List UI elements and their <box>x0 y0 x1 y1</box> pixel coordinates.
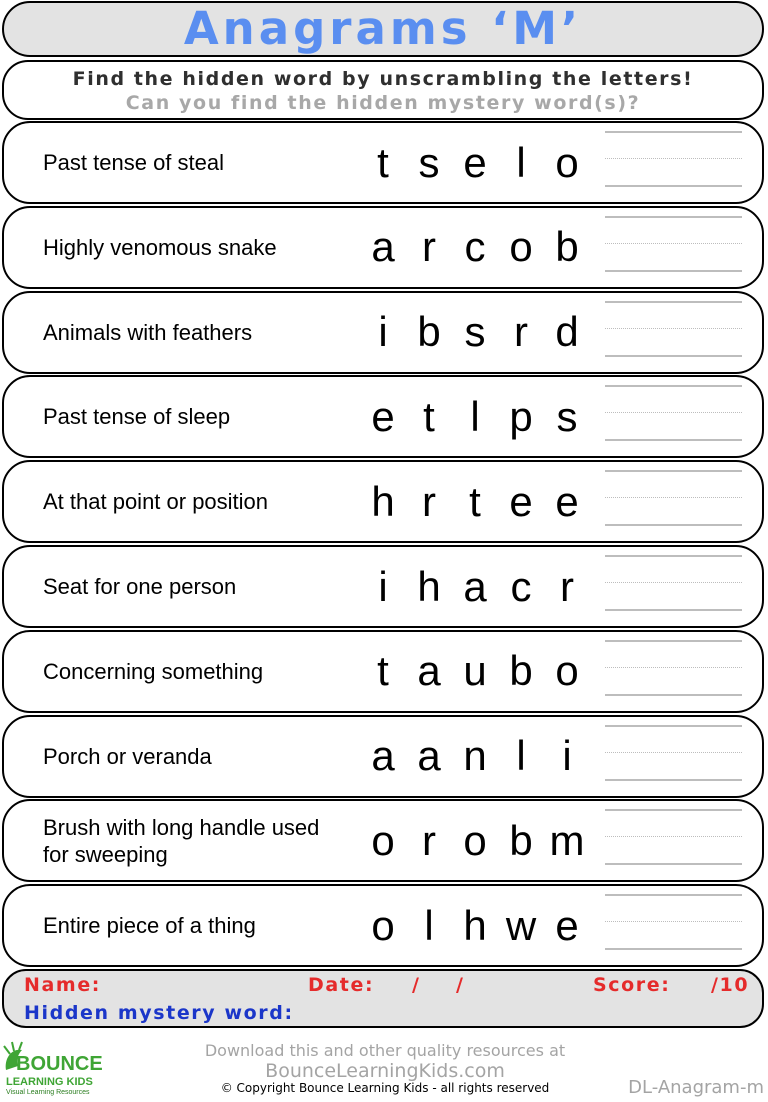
logo-tagline: Visual Learning Resources <box>6 1089 90 1096</box>
scrambled-letter: b <box>555 223 579 271</box>
scrambled-letter: t <box>423 392 435 440</box>
scrambled-letters <box>360 293 590 372</box>
clue-text: Animals with feathers <box>43 319 253 345</box>
answer-line <box>605 640 742 642</box>
scrambled-letter: a <box>371 732 395 780</box>
scrambled-letters <box>360 208 590 287</box>
scrambled-letter: e <box>509 477 533 525</box>
title-banner <box>2 1 764 57</box>
scrambled-letter: a <box>371 223 395 271</box>
scrambled-letter: e <box>555 901 579 949</box>
clue-text: Past tense of sleep <box>43 404 231 430</box>
anagram-row <box>2 121 764 204</box>
scrambled-letter: r <box>422 223 436 271</box>
bounce-learning-kids-logo <box>0 1040 104 1100</box>
scrambled-letter: a <box>417 732 441 780</box>
answer-writing-lines[interactable] <box>605 301 742 366</box>
anagram-row <box>2 630 764 713</box>
answer-line <box>605 131 742 133</box>
clue-text: Seat for one person <box>43 574 237 599</box>
scrambled-letter: o <box>555 138 579 186</box>
scrambled-letter: m <box>549 816 585 864</box>
answer-line <box>605 185 742 187</box>
scrambled-letter: t <box>377 647 389 695</box>
clue-text: Brush with long handle used for sweeping <box>43 814 320 867</box>
scrambled-letter: o <box>509 223 533 271</box>
answer-writing-lines[interactable] <box>605 894 742 959</box>
anagram-row <box>2 715 764 798</box>
anagram-row <box>2 799 764 882</box>
answer-writing-lines[interactable] <box>605 640 742 705</box>
scrambled-letter: s <box>418 138 440 186</box>
instruction-mystery: Can you find the hidden mystery word(s)? <box>125 92 641 114</box>
answer-line <box>605 439 742 441</box>
scrambled-letter: o <box>463 816 487 864</box>
scrambled-letters <box>360 462 590 541</box>
scrambled-letters <box>360 377 590 456</box>
answer-line <box>605 524 742 526</box>
answer-line <box>605 779 742 781</box>
copyright-notice: © Copyright Bounce Learning Kids - all rights reserved <box>220 1081 550 1095</box>
scrambled-letter: e <box>463 138 487 186</box>
answer-writing-lines[interactable] <box>605 385 742 450</box>
clue-text: Entire piece of a thing <box>43 913 256 939</box>
scrambled-letter: r <box>422 477 436 525</box>
instructions-banner <box>2 60 764 120</box>
scrambled-letter: w <box>505 901 537 949</box>
scrambled-letter: l <box>470 392 480 440</box>
scrambled-letter: s <box>464 308 486 356</box>
anagram-row <box>2 545 764 628</box>
scrambled-letter: h <box>463 901 487 949</box>
scrambled-letter: d <box>555 308 579 356</box>
date-slash-1: / <box>412 974 421 996</box>
scrambled-letters <box>360 632 590 711</box>
scrambled-letter: h <box>371 477 395 525</box>
mystery-word-label: Hidden mystery word: <box>24 1002 294 1024</box>
instruction-main: Find the hidden word by unscrambling the letters! <box>72 68 694 90</box>
worksheet-title: Anagrams ‘M’ <box>183 2 583 55</box>
answer-line <box>605 894 742 896</box>
scrambled-letter: b <box>509 647 533 695</box>
scrambled-letter: o <box>371 901 395 949</box>
scrambled-letter: e <box>371 392 395 440</box>
answer-line <box>605 216 742 218</box>
anagram-row <box>2 884 764 967</box>
anagram-row <box>2 460 764 543</box>
answer-line <box>605 270 742 272</box>
scrambled-letters <box>360 886 590 965</box>
download-note: Download this and other quality resources at <box>204 1041 566 1060</box>
scrambled-letter: a <box>463 562 487 610</box>
answer-line <box>605 555 742 557</box>
answer-line <box>605 667 742 668</box>
scrambled-letter: r <box>514 308 528 356</box>
answer-line <box>605 328 742 329</box>
answer-line <box>605 412 742 413</box>
clue-text: Past tense of steal <box>43 150 224 175</box>
scrambled-letter: l <box>424 901 434 949</box>
scrambled-letters <box>360 717 590 796</box>
answer-line <box>605 752 742 753</box>
scrambled-letter: r <box>560 562 574 610</box>
date-label: Date: <box>308 974 375 996</box>
scrambled-letter: i <box>378 562 388 610</box>
scrambled-letter: u <box>463 647 487 695</box>
scrambled-letter: a <box>417 647 441 695</box>
scrambled-letter: p <box>509 392 533 440</box>
date-slash-2: / <box>456 974 465 996</box>
scrambled-letter: o <box>371 816 395 864</box>
scrambled-letters <box>360 801 590 880</box>
anagram-row <box>2 206 764 289</box>
answer-writing-lines[interactable] <box>605 725 742 790</box>
scrambled-letter: b <box>509 816 533 864</box>
scrambled-letters <box>360 123 590 202</box>
scrambled-letter: i <box>562 732 572 780</box>
scrambled-letter: s <box>556 392 578 440</box>
answer-line <box>605 385 742 387</box>
answer-line <box>605 836 742 837</box>
answer-line <box>605 921 742 922</box>
answer-line <box>605 470 742 472</box>
answer-line <box>605 301 742 303</box>
scrambled-letter: c <box>510 562 532 610</box>
scrambled-letter: h <box>417 562 441 610</box>
name-label: Name: <box>24 974 102 996</box>
answer-line <box>605 355 742 357</box>
clue-text: Concerning something <box>43 658 264 684</box>
answer-line <box>605 863 742 865</box>
scrambled-letter: n <box>463 732 487 780</box>
clue-text: Porch or veranda <box>43 743 212 769</box>
answer-writing-lines[interactable] <box>605 555 742 620</box>
answer-line <box>605 809 742 811</box>
logo-word-bounce: BOUNCE <box>16 1053 103 1075</box>
scrambled-letter: b <box>417 308 441 356</box>
anagram-row <box>2 291 764 374</box>
student-info-panel <box>2 969 764 1028</box>
anagram-row <box>2 375 764 458</box>
scrambled-letter: c <box>464 223 486 271</box>
answer-line <box>605 609 742 611</box>
answer-line <box>605 948 742 950</box>
website-link[interactable]: BounceLearningKids.com <box>265 1060 505 1082</box>
answer-line <box>605 725 742 727</box>
answer-writing-lines[interactable] <box>605 131 742 196</box>
answer-line <box>605 243 742 244</box>
score-total: /10 <box>711 974 750 996</box>
answer-writing-lines[interactable] <box>605 216 742 281</box>
answer-writing-lines[interactable] <box>605 470 742 535</box>
answer-line <box>605 582 742 583</box>
scrambled-letter: t <box>469 477 481 525</box>
scrambled-letter: l <box>516 732 526 780</box>
scrambled-letter: r <box>422 816 436 864</box>
logo-word-learning-kids: LEARNING KIDS <box>6 1076 93 1088</box>
scrambled-letter: i <box>378 308 388 356</box>
scrambled-letter: l <box>516 138 526 186</box>
score-label: Score: <box>593 974 671 996</box>
scrambled-letter: t <box>377 138 389 186</box>
answer-line <box>605 694 742 696</box>
clue-text: At that point or position <box>43 489 269 515</box>
scrambled-letters <box>360 547 590 626</box>
answer-line <box>605 158 742 159</box>
answer-line <box>605 497 742 498</box>
answer-writing-lines[interactable] <box>605 809 742 874</box>
worksheet-code: DL-Anagram-m <box>628 1077 764 1098</box>
scrambled-letter: e <box>555 477 579 525</box>
scrambled-letter: o <box>555 647 579 695</box>
clue-text: Highly venomous snake <box>43 234 277 260</box>
